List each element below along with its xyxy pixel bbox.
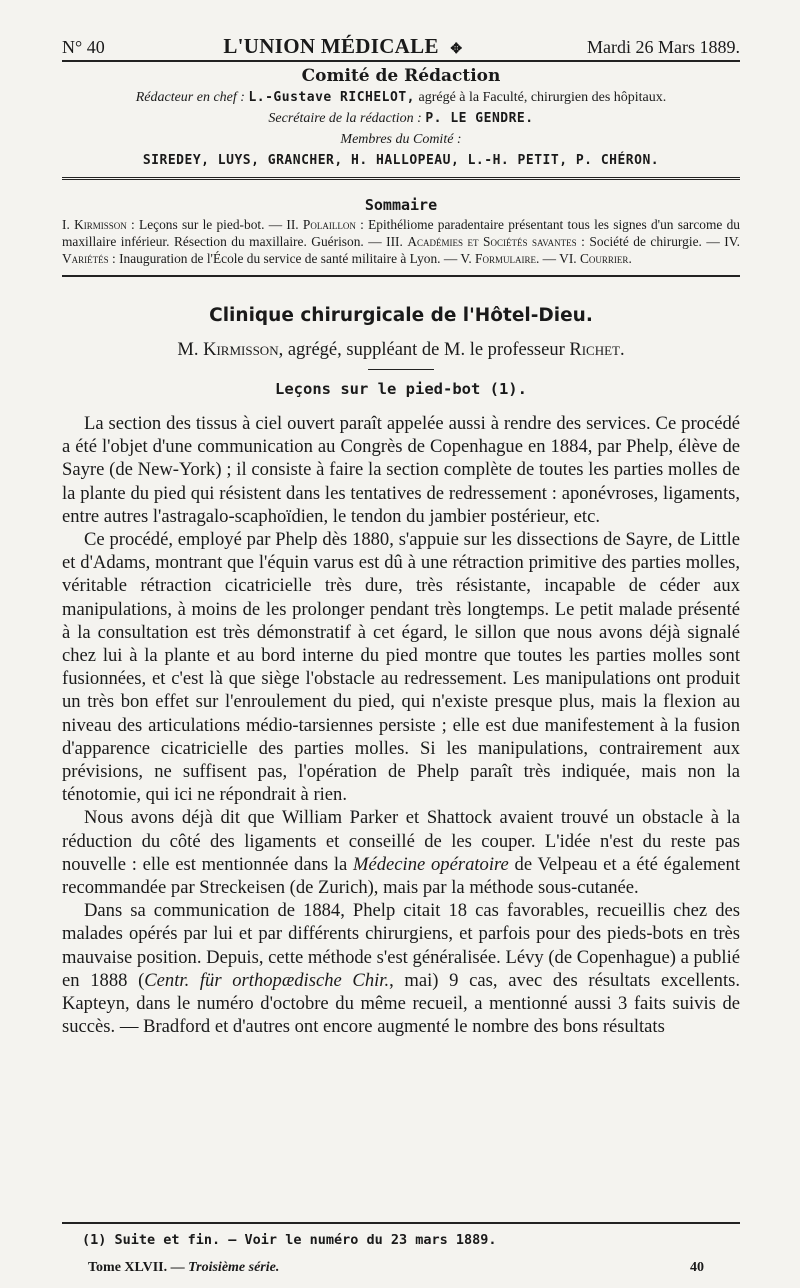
paragraph-4-text-b: , mai) 9 cas, avec des résultats excellents. Kapteyn, dans le numéro d'octobre du même recueil, a mentionné aussi 3 faits suivis de succès. — Bradford et d'autres ont encore augmenté le nombre des bons résultats xyxy=(62,969,740,1038)
sommaire-text-3: : Société de chirurgie. — IV. xyxy=(576,234,740,249)
sommaire-text-5: . — VI. xyxy=(535,251,580,266)
title-rule xyxy=(368,369,434,370)
sommaire-section-4: Variétés xyxy=(62,251,109,266)
sommaire-section-3: Académies et Sociétés savantes xyxy=(407,234,577,249)
sommaire-text-6: . xyxy=(628,251,632,266)
paragraph-3-italic: Médecine opératoire xyxy=(353,853,509,875)
masthead-rule xyxy=(62,60,740,62)
comite-rule xyxy=(62,177,740,182)
paragraph-3 xyxy=(62,806,740,899)
journal-page xyxy=(62,34,740,1038)
membres-list: SIREDEY, LUYS, GRANCHER, H. HALLOPEAU, L.-H. PETIT, P. CHÉRON. xyxy=(142,153,660,168)
secretaire-name: P. LE GENDRE. xyxy=(425,111,534,126)
secretaire-line xyxy=(62,108,740,129)
membres-label: Membres du Comité : xyxy=(340,132,462,147)
paragraph-3-text-a: Nous avons déjà dit que William Parker et Shattock avaient trouvé un obstacle à la réduction du côté des ligaments et conseillé de les couper. L'idée n'est du reste pas nouvelle : elle est mentionnée dans la xyxy=(62,807,740,875)
footnote-rule xyxy=(62,1222,740,1224)
author-name: Kirmisson xyxy=(203,340,279,360)
redacteur-desc: agrégé à la Faculté, chirurgien des hôpitaux. xyxy=(418,90,667,105)
serie-label: Troisième série. xyxy=(188,1260,280,1275)
journal-name: L'UNION MÉDICALE xyxy=(223,34,439,58)
article-body xyxy=(62,412,740,1038)
paragraph-1: La section des tissus à ciel ouvert paraît appelée aussi à rendre des services. Ce procédé a été l'objet d'une communication au Congrès de Copenhague en 1884, par Phelp, élève de Sayre (de New-York) ; il consiste à faire la section complète de toutes les parties molles de la plante du pied qui résistent dans les tentatives de redressement : aponévroses, ligaments, entre autres l'astragalo-scaphoïdien, le tendon du jambier postérieur, etc. xyxy=(62,413,740,527)
issue-number: N° 40 xyxy=(62,37,105,57)
article-subtitle: Leçons sur le pied-bot (1). xyxy=(275,380,527,398)
sommaire-text-2: : Epithéliome paradentaire présentant tous les signes d'un sarcome du maxillaire inférieur. Résection du maxillaire. Guérison. — III. xyxy=(62,217,740,249)
ornament-icon: ✥ xyxy=(450,42,463,57)
journal-title xyxy=(223,34,468,59)
paragraph-4 xyxy=(62,899,740,1038)
comite-title: Comité de Rédaction xyxy=(301,66,501,86)
paragraph-4-text-a: Dans sa communication de 1884, Phelp citait 18 cas favorables, recueillis chez des malades opérés par lui et par différents chirurgiens, et parfois pour des pieds-bots en très mauvaise position. Depuis, cette méthode s'est généralisée. Lévy (de Copenhague) a publié en 1888 ( xyxy=(62,900,740,991)
sommaire-rule xyxy=(62,275,740,277)
sommaire-author-2: Polaillon xyxy=(302,217,356,232)
redacteur-name: L.-Gustave RICHELOT, xyxy=(248,90,415,105)
paragraph-3-text-b: de Velpeau et a été également recommandée par Streckeisen (de Zurich), mais par la méthode sous-cutanée. xyxy=(62,853,741,899)
sommaire-text xyxy=(62,216,740,267)
comite-redaction xyxy=(62,66,740,171)
author-end: . xyxy=(619,340,625,360)
author-prefix: M. xyxy=(177,340,204,360)
masthead xyxy=(62,34,740,60)
sommaire-author-1: Kirmisson xyxy=(74,217,127,232)
sommaire-item-num: I. xyxy=(62,217,70,232)
author-line xyxy=(62,340,740,361)
sommaire-section-5: Formulaire xyxy=(475,251,536,266)
issue-date: Mardi 26 Mars 1889. xyxy=(587,37,740,57)
article-title: Clinique chirurgicale de l'Hôtel-Dieu. xyxy=(209,305,593,326)
sommaire-text-4: : Inauguration de l'École du service de santé militaire à Lyon. — V. xyxy=(108,251,476,266)
page-number: 40 xyxy=(690,1260,704,1275)
tome-label: Tome XLVII. — xyxy=(88,1260,185,1275)
professor-name: Richet xyxy=(569,340,620,360)
sommaire-section-6: Courrier xyxy=(580,251,629,266)
redacteur-label: Rédacteur en chef : xyxy=(135,90,245,105)
tome-line xyxy=(88,1260,279,1276)
paragraph-4-italic: Centr. für orthopædische Chir. xyxy=(144,969,390,991)
sommaire-title: Sommaire xyxy=(364,196,438,214)
redacteur-line xyxy=(62,87,740,108)
secretaire-label: Secrétaire de la rédaction : xyxy=(268,111,422,126)
author-mid: , agrégé, suppléant de M. le professeur xyxy=(278,340,570,360)
footnote: (1) Suite et fin. — Voir le numéro du 23 mars 1889. xyxy=(82,1232,497,1248)
paragraph-2: Ce procédé, employé par Phelp dès 1880, s'appuie sur les dissections de Sayre, de Little et d'Adams, montrant que l'équin varus est dû à une rétraction primitive des parties molles, véritable rétraction cicatricielle très dure, très résistante, incapable de céder aux manipulations, à moins de les prolonger pendant très longtemps. Le petit malade présenté à la consultation est très démonstratif à cet égard, le sillon que nous avons déjà signalé chez lui à la plante et au bord interne du pied montre que toutes les parties molles sont fusionnées, et c'est là que siège l'obstacle au redressement. Les manipulations ont produit un très bon effet sur l'enroulement du pied, qui n'existe presque plus, mais la flexion au niveau des articulations médio-tarsiennes persiste ; elle est due manifestement à la fusion d'apparence cicatricielle des parties molles. Si les manipulations, contrairement aux prévisions, ne suffisent pas, l'opération de Phelp paraît très indiquée, mais non la ténotomie, qui ici ne répondrait à rien. xyxy=(62,529,740,806)
sommaire-text-1: : Leçons sur le pied-bot. — II. xyxy=(126,217,303,232)
